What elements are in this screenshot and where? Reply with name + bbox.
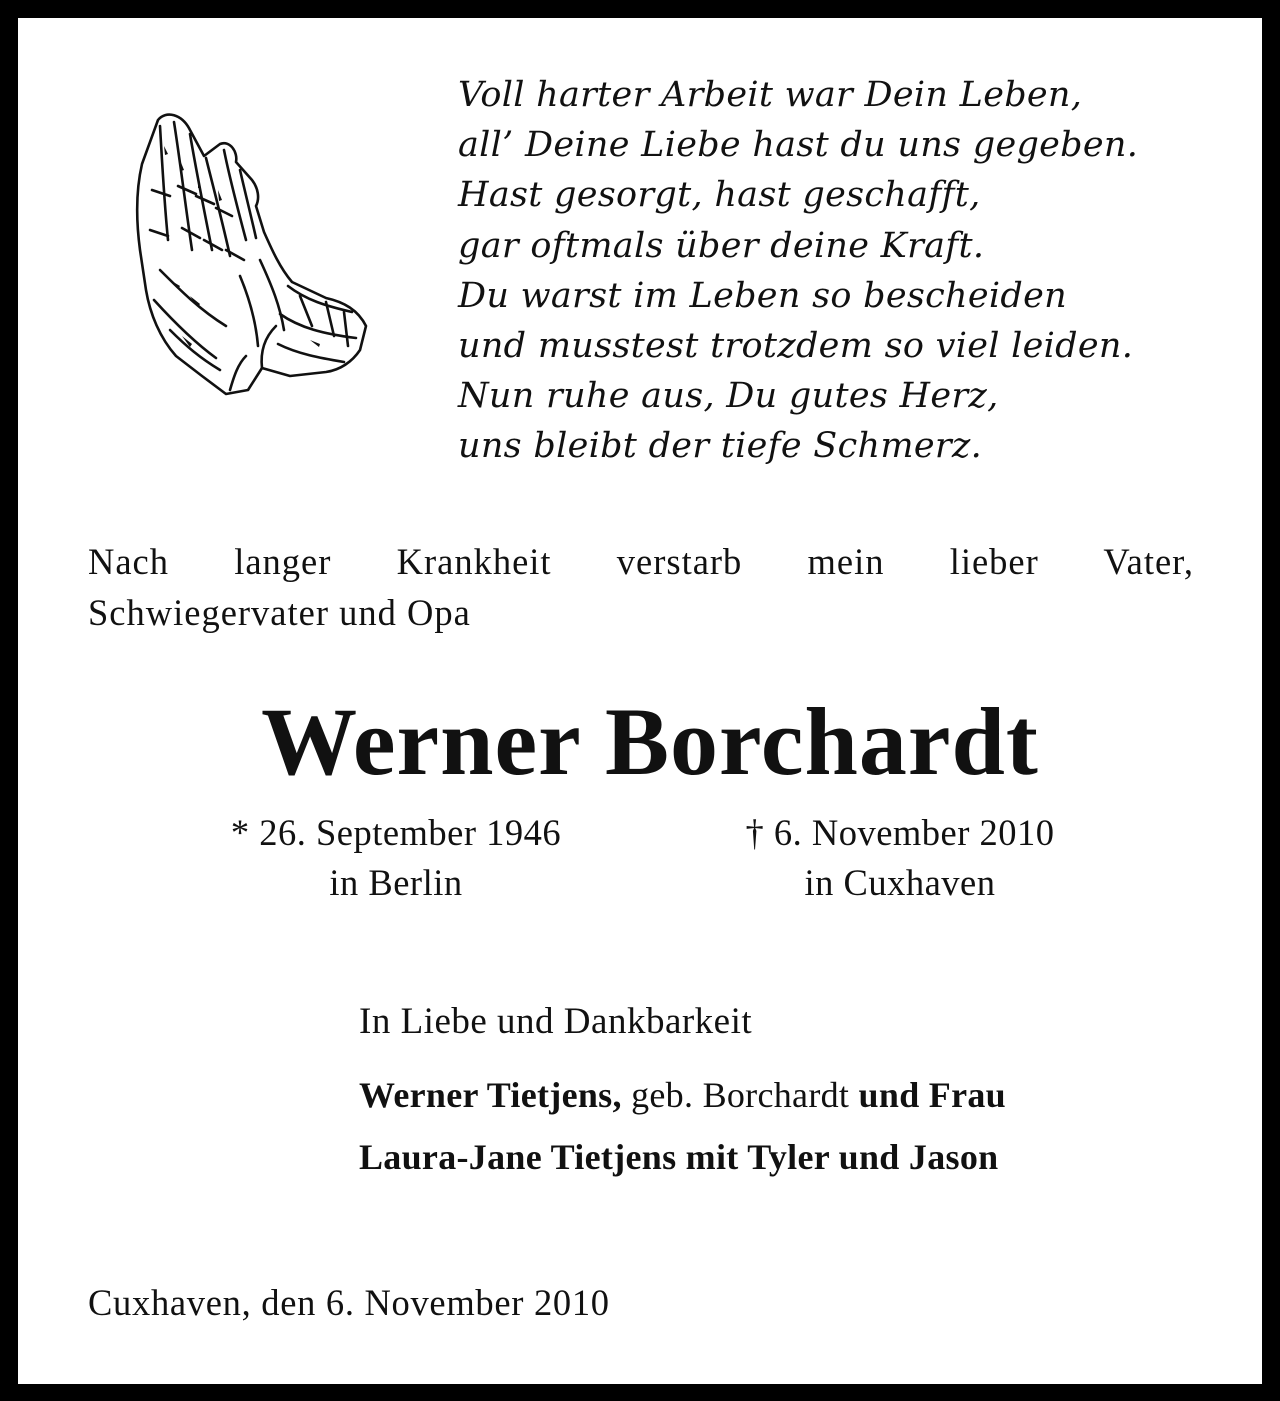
signatory-line-1: [359, 1070, 1006, 1120]
signatory-note: geb. Borchardt: [631, 1075, 850, 1115]
death-place: in Cuxhaven: [804, 862, 996, 903]
praying-hands-icon: [130, 100, 370, 400]
birth-place: in Berlin: [329, 862, 463, 903]
birth-info: [180, 808, 612, 908]
poem-line: und musstest trotzdem so viel leiden.: [458, 325, 1134, 366]
obituary-notice: [18, 18, 1262, 1384]
poem-line: Du warst im Leben so bescheiden: [458, 275, 1067, 316]
signatory-line-2: Laura-Jane Tietjens mit Tyler und Jason: [359, 1137, 999, 1177]
birth-date: * 26. September 1946: [230, 812, 562, 853]
signatory-suffix: und Frau: [858, 1075, 1007, 1115]
poem-line: gar oftmals über deine Kraft.: [458, 225, 985, 266]
death-info: [700, 808, 1100, 908]
closing-phrase: In Liebe und Dankbarkeit: [359, 1001, 753, 1042]
intro-text: [88, 536, 1194, 638]
poem-line: Hast gesorgt, hast geschafft,: [458, 175, 981, 216]
poem: [458, 70, 1248, 472]
poem-line: Voll harter Arbeit war Dein Leben,: [458, 75, 1083, 115]
death-date: † 6. November 2010: [745, 812, 1055, 853]
intro-line-2: Schwiegervater und Opa: [88, 592, 471, 633]
poem-line: uns bleibt der tiefe Schmerz.: [458, 426, 983, 467]
signatory-name: Werner Tietjens,: [359, 1075, 622, 1115]
poem-line: Nun ruhe aus, Du gutes Herz,: [458, 376, 999, 417]
deceased-name: Werner Borchardt: [261, 688, 1039, 795]
poem-line: all’ Deine Liebe hast du uns gegeben.: [458, 125, 1139, 166]
place-date: Cuxhaven, den 6. November 2010: [88, 1282, 610, 1323]
intro-line-1: Nach langer Krankheit verstarb mein lieber Vater,: [88, 541, 1194, 582]
